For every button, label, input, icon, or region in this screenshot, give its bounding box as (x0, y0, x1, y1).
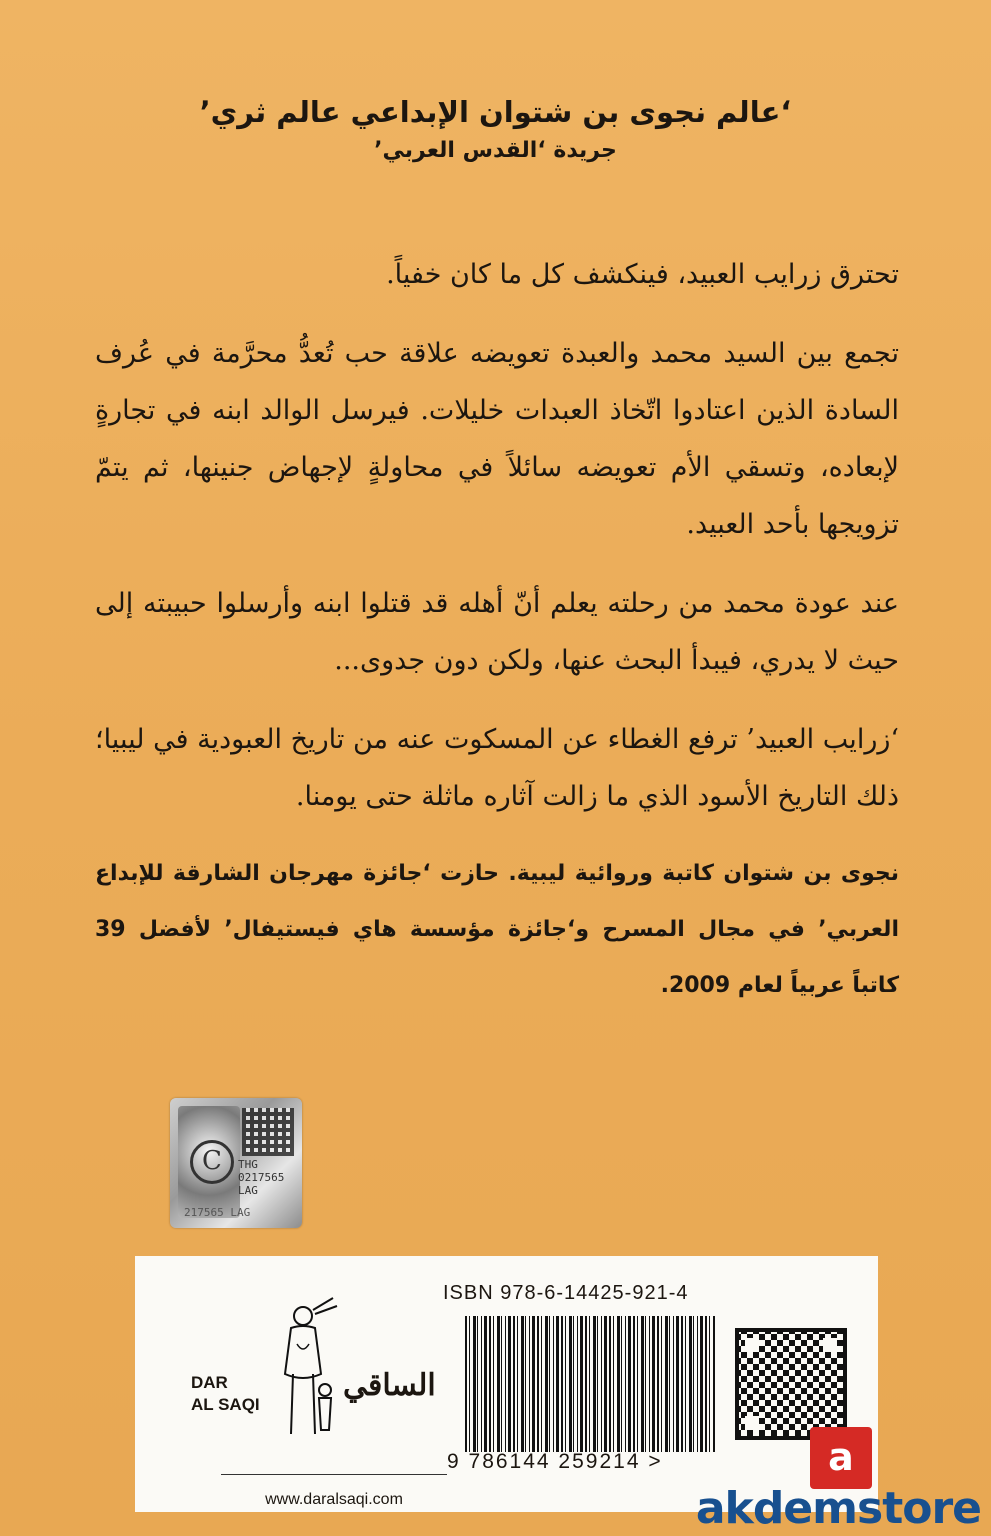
isbn-label: ISBN 978-6-14425-921-4 (443, 1282, 689, 1304)
sticker-code-bottom: 217565 LAG (184, 1206, 251, 1219)
isbn-barcode-icon (465, 1316, 715, 1452)
blurb-paragraph: تحترق زرايب العبيد، فينكشف كل ما كان خفياً. (386, 259, 899, 290)
blurb-paragraph: عند عودة محمد من رحلته يعلم أنّ أهله قد قتلوا ابنه وأرسلوا حبيبته إلى حيث لا يدري، فيبدأ البحث عنها، ولكن دون جدوى... (95, 588, 899, 676)
publisher-name-ar: الساقي (343, 1368, 436, 1403)
publisher-name-en: DAR AL SAQI (191, 1373, 260, 1414)
barcode-panel (135, 1256, 878, 1512)
quote-source: جريدة ‘القدس العربي’ (374, 138, 617, 163)
author-bio: نجوى بن شتوان كاتبة وروائية ليبية. حازت ‘جائزة مهرجان الشارقة للإبداع العربي’ في مجال المسرح و‘جائزة مؤسسة هاي فيستيفال’ لأفضل 39 كاتباً عربياً لعام 2009. (95, 861, 899, 998)
publisher-logo (171, 1284, 461, 1508)
water-carrier-figure-icon (263, 1294, 343, 1444)
qr-code-icon (735, 1328, 847, 1440)
sticker-code: THG 0217565 LAG (238, 1158, 285, 1197)
store-watermark: akdemstore (695, 1483, 981, 1534)
store-badge-icon: a (810, 1427, 872, 1489)
sticker-datamatrix-icon (242, 1108, 294, 1156)
quote-text: ‘عالم نجوى بن شتوان الإبداعي عالم ثري’ (199, 95, 792, 129)
divider (221, 1474, 447, 1475)
barcode-number: 9 786144 259214 > (447, 1450, 663, 1473)
book-blurb (95, 246, 899, 847)
blurb-paragraph: ‘زرايب العبيد’ ترفع الغطاء عن المسكوت عنه من تاريخ العبودية في ليبيا؛ ذلك التاريخ الأسود الذي ما زالت آثاره ماثلة حتى يومنا. (95, 724, 899, 812)
sticker-logo-icon: C (190, 1140, 234, 1184)
review-quote (0, 92, 991, 163)
hologram-sticker (170, 1098, 302, 1228)
publisher-website: www.daralsaqi.com (265, 1491, 403, 1508)
blurb-paragraph: تجمع بين السيد محمد والعبدة تعويضه علاقة حب تُعدُّ محرَّمة في عُرف السادة الذين اعتادوا اتّخاذ العبدات خليلات. فيرسل الوالد ابنه في تجارةٍ لإبعاده، وتسقي الأم تعويضه سائلاً في محاولةٍ لإجهاض جنينها، ثم يتمّ تزويجها بأحد العبيد. (95, 338, 899, 540)
